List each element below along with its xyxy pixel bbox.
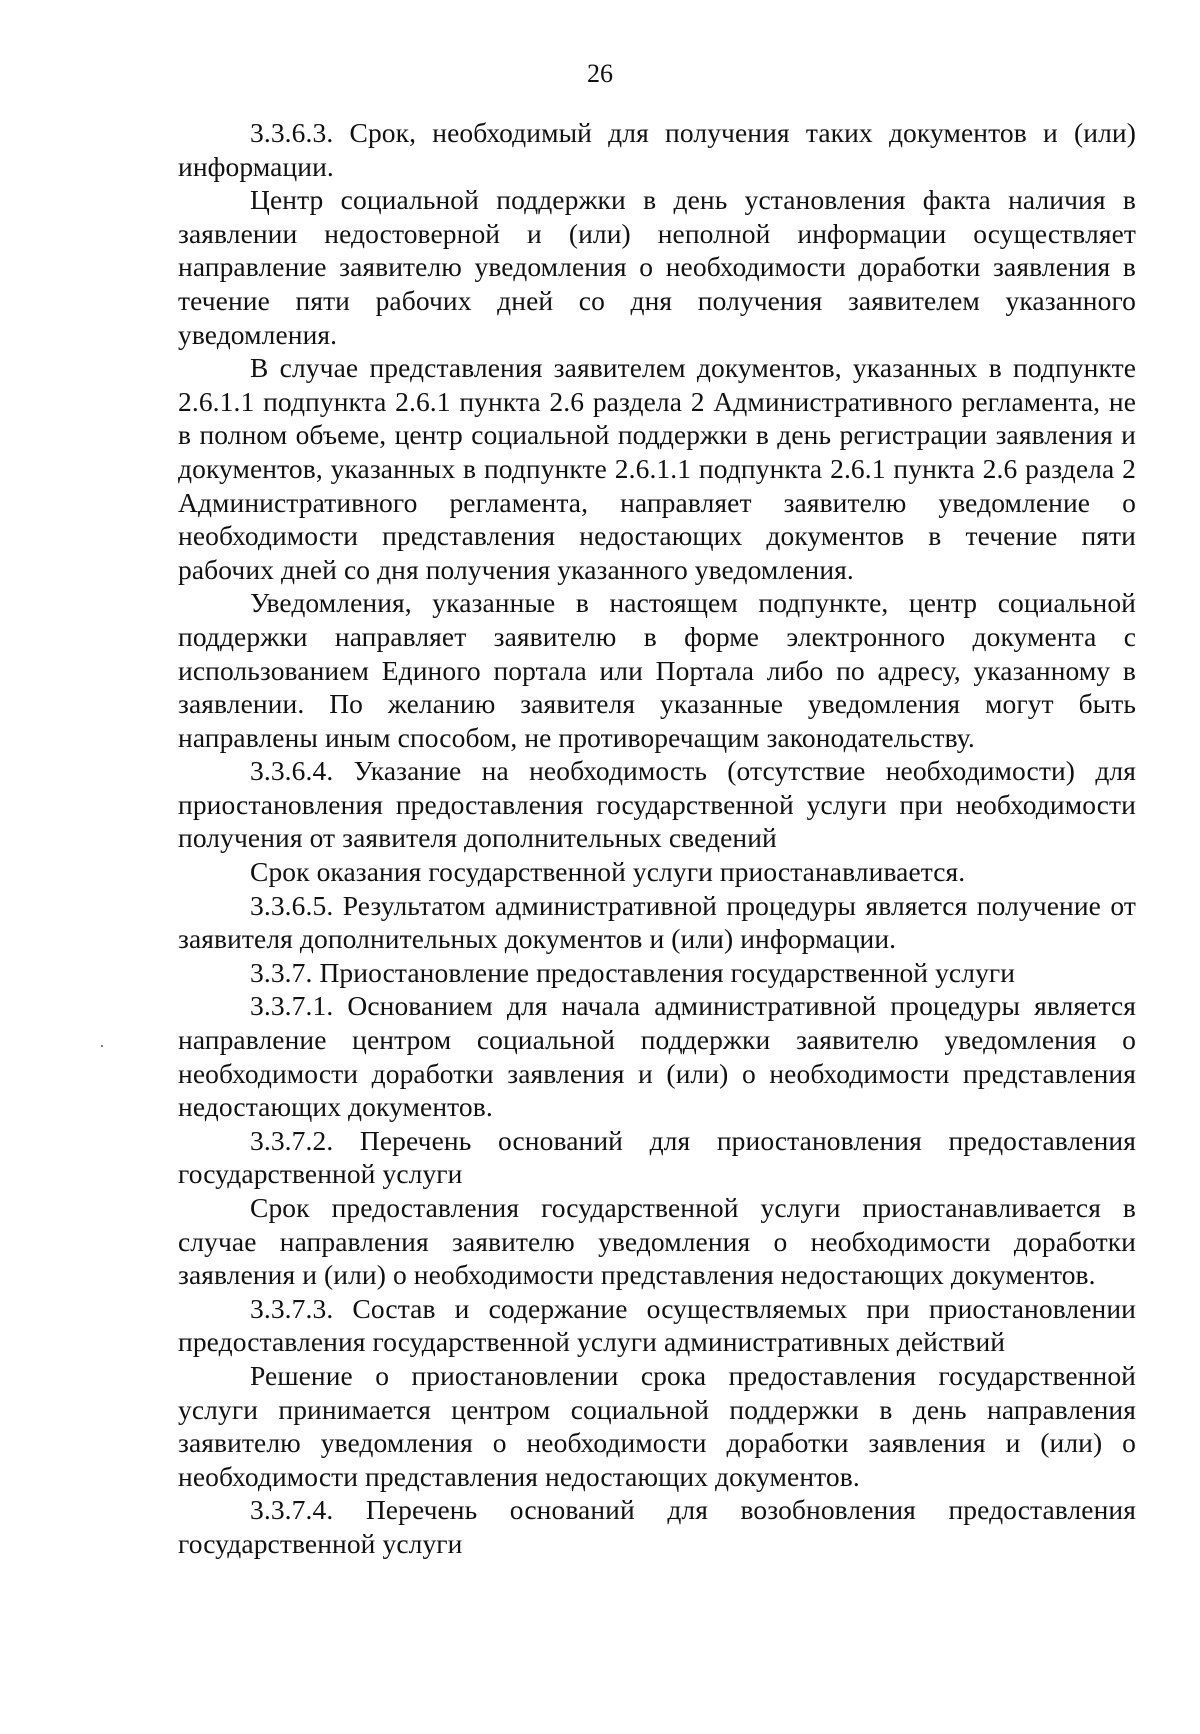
paragraph-notification-deadline: Центр социальной поддержки в день установления факта наличия в заявлении недостоверной и (или) неполной информации осуществляет направление заявителю уведомления о необходимости доработки заявления в течение пяти рабочих дней со дня получения заявителем указанного уведомления. — [178, 184, 1136, 350]
scan-speck — [101, 1045, 103, 1047]
paragraph-3-3-7-3: 3.3.7.3. Состав и содержание осуществляемых при приостановлении предоставления государственной услуги административных действий — [178, 1292, 1136, 1358]
paragraph-3-3-7: 3.3.7. Приостановление предоставления государственной услуги — [250, 956, 1016, 988]
page-number: 26 — [587, 59, 613, 88]
paragraph-suspension-decision: Решение о приостановлении срока предоставления государственной услуги принимается центром социальной поддержки в день направления заявителю уведомления о необходимости доработки заявления и (или) о необходимости представления недостающих документов. — [178, 1359, 1136, 1492]
document-body — [178, 116, 1136, 1561]
paragraph-3-3-7-4: 3.3.7.4. Перечень оснований для возобновления предоставления государственной услуги — [178, 1494, 1136, 1559]
paragraph-3-3-6-3: 3.3.6.3. Срок, необходимый для получения таких документов и (или) информации. — [178, 117, 1136, 182]
paragraph-3-3-6-5: 3.3.6.5. Результатом административной процедуры является получение от заявителя дополнительных документов и (или) информации. — [178, 889, 1136, 955]
paragraph-3-3-7-2: 3.3.7.2. Перечень оснований для приостановления предоставления государственной услуги — [178, 1124, 1136, 1190]
paragraph-3-3-7-1: 3.3.7.1. Основанием для начала административной процедуры является направление центром социальной поддержки заявителю уведомления о необходимости доработки заявления и (или) о необходимости представления недостающих документов. — [178, 990, 1136, 1123]
paragraph-suspension-case: Срок предоставления государственной услуги приостанавливается в случае направления заявителю уведомления о необходимости доработки заявления и (или) о необходимости представления недостающих документов. — [178, 1192, 1136, 1291]
paragraph-3-3-6-4: 3.3.6.4. Указание на необходимость (отсутствие необходимости) для приостановления предоставления государственной услуги при необходимости получения от заявителя дополнительных сведений — [178, 755, 1136, 854]
paragraph-notification-delivery: Уведомления, указанные в настоящем подпункте, центр социальной поддержки направляет заявителю в форме электронного документа с использованием Единого портала или Портала либо по адресу, указанному в заявлении. По желанию заявителя указанные уведомления могут быть направлены иным способом, не противоречащим законодательству. — [178, 587, 1136, 753]
paragraph-incomplete-documents: В случае представления заявителем документов, указанных в подпункте 2.6.1.1 подпункта 2.6.1 пункта 2.6 раздела 2 Административного регламента, не в полном объеме, центр социальной поддержки в день регистрации заявления и документов, указанных в подпункте 2.6.1.1 подпункта 2.6.1 пункта 2.6 раздела 2 Административного регламента, направляет заявителю уведомление о необходимости представления недостающих документов в течение пяти рабочих дней со дня получения указанного уведомления. — [178, 352, 1136, 585]
paragraph-service-suspended: Срок оказания государственной услуги приостанавливается. — [250, 856, 966, 888]
